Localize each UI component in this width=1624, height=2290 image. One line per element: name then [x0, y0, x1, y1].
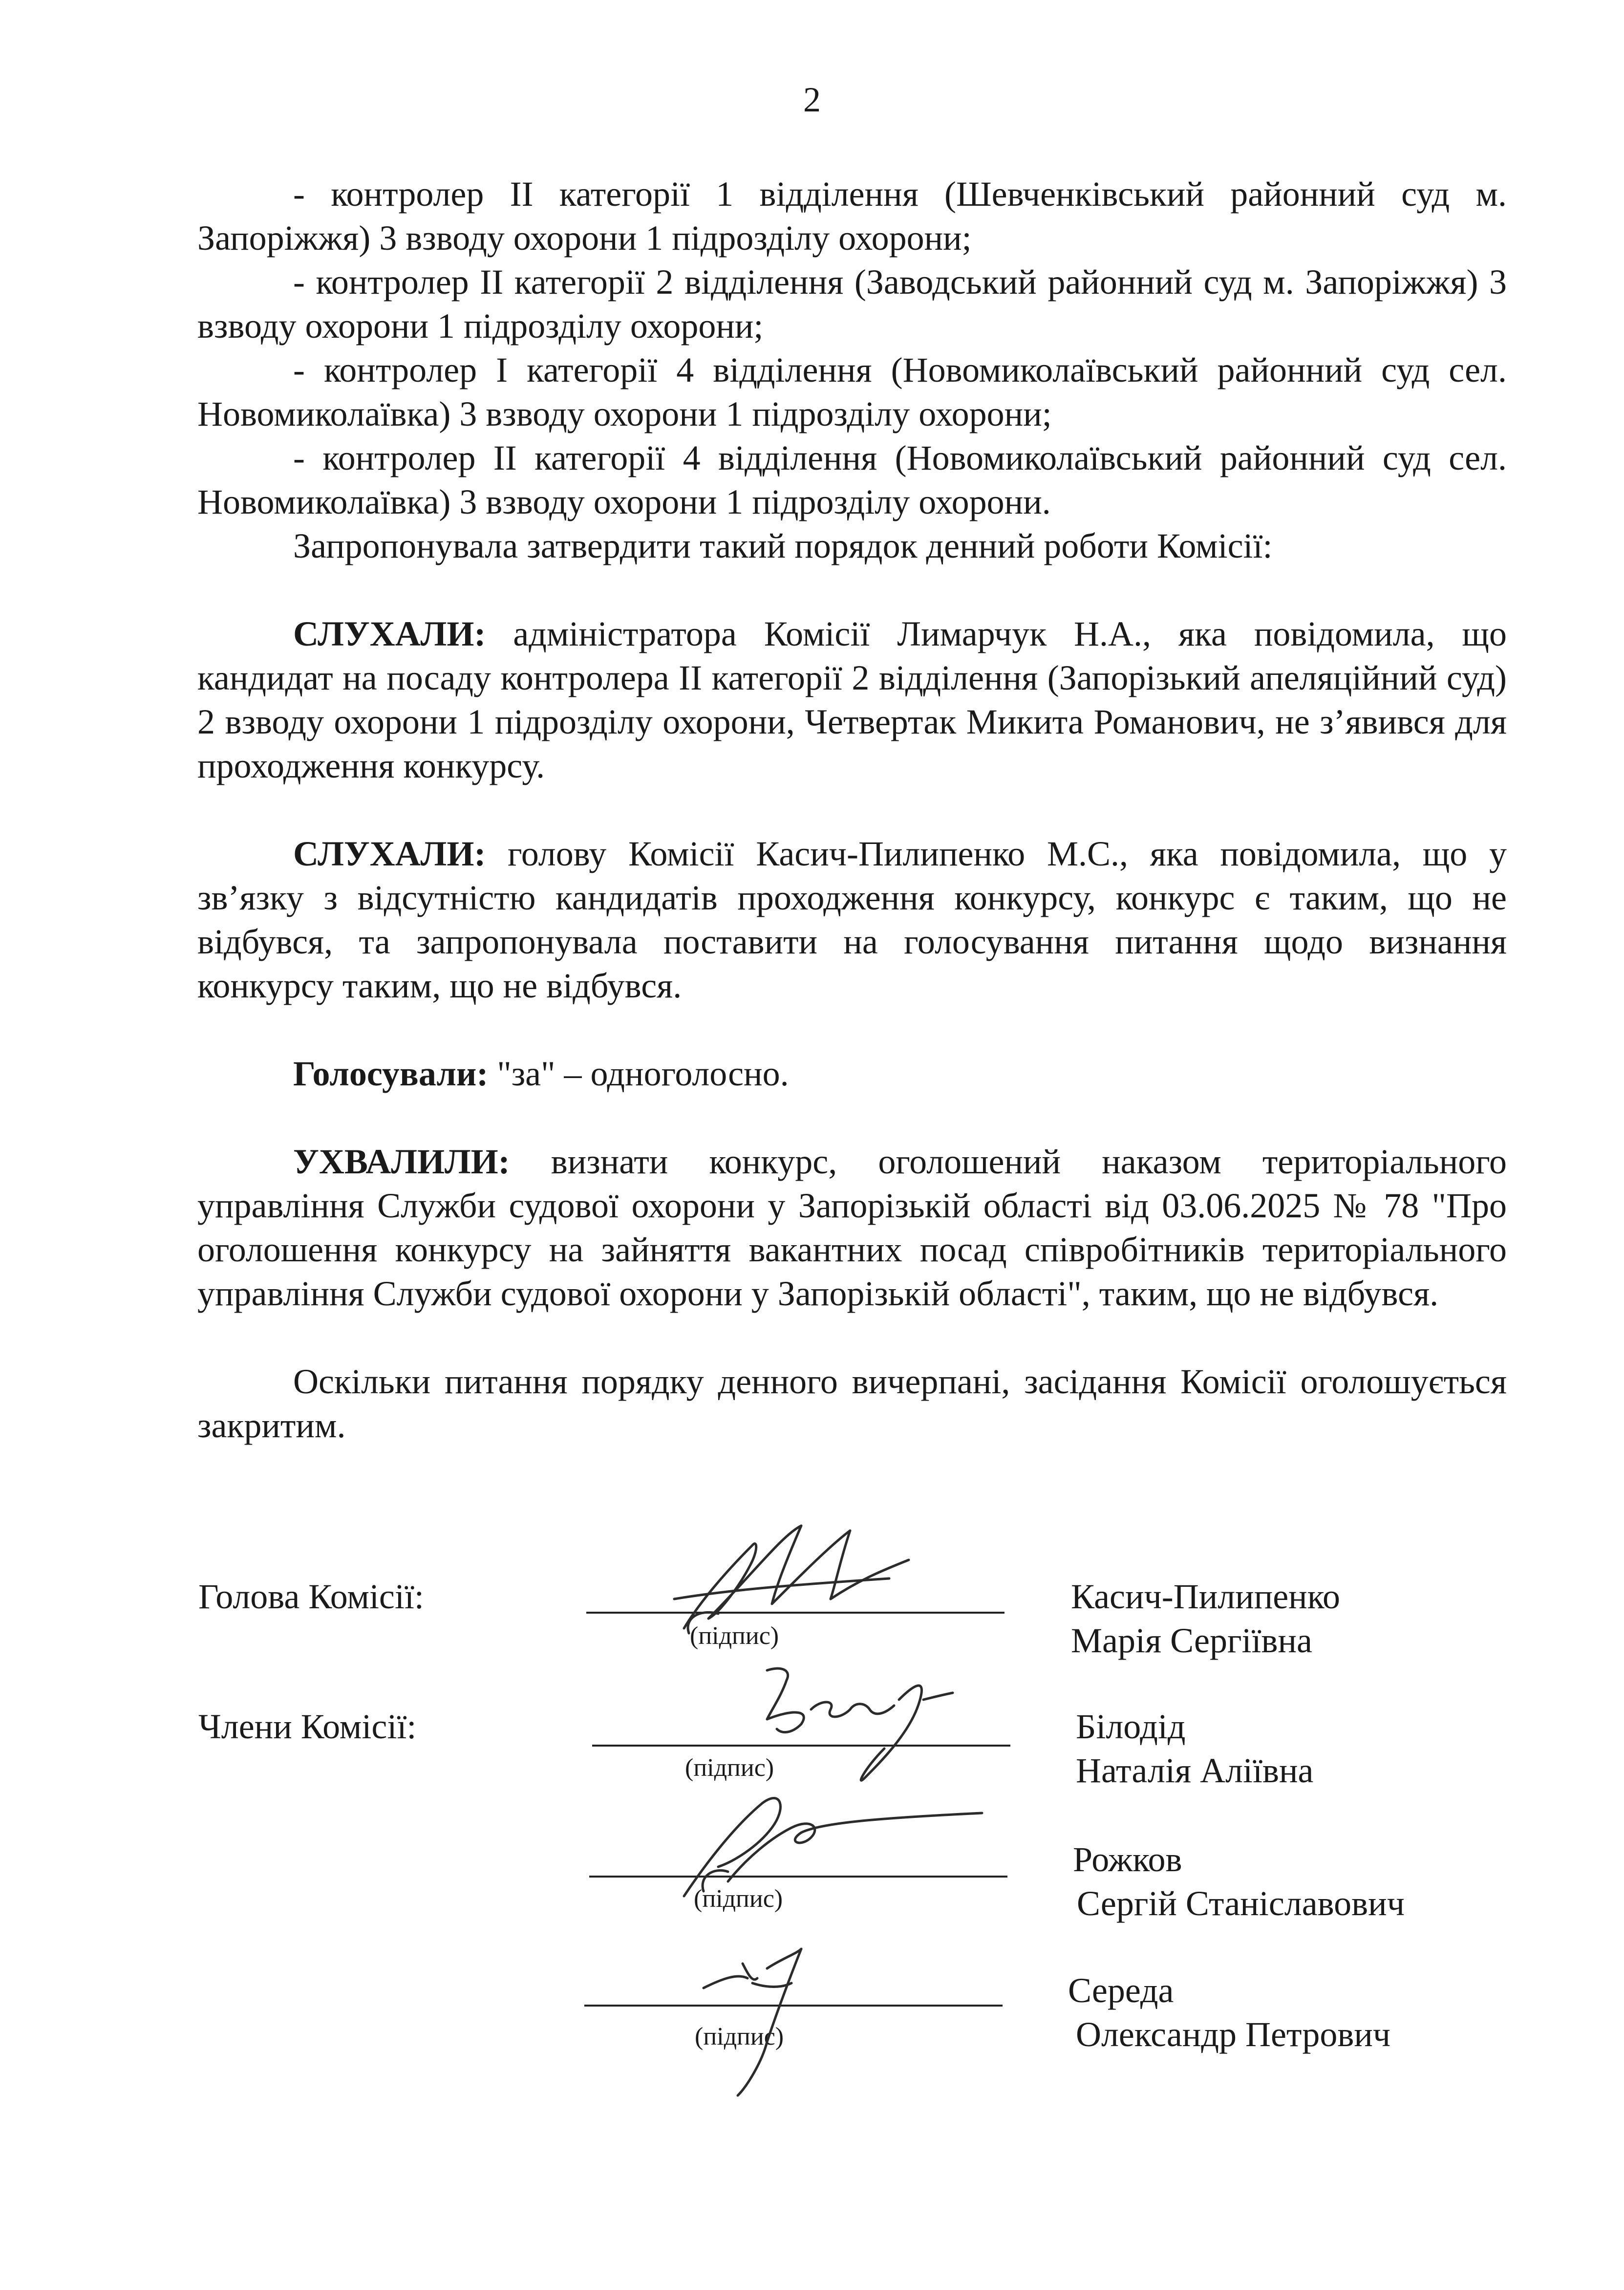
handwritten-signature [674, 1784, 987, 1906]
signature-caption: (підпис) [695, 2023, 784, 2051]
heard-label: СЛУХАЛИ: [293, 834, 486, 873]
signatory-given-names: Наталія Аліївна [1076, 1751, 1314, 1790]
heard-paragraph-1 [197, 612, 1507, 788]
signature-row-member-3 [0, 1968, 1624, 2105]
page-number: 2 [803, 80, 821, 119]
signature-caption: (підпис) [690, 1622, 779, 1650]
heard-paragraph-2 [197, 832, 1507, 1008]
signature-caption: (підпис) [685, 1754, 774, 1782]
document-body [197, 172, 1507, 1447]
handwritten-signature [655, 1516, 928, 1643]
signatory-surname: Білодід [1076, 1707, 1186, 1746]
heard-label: СЛУХАЛИ: [293, 614, 486, 653]
heard-text: голову Комісії Касич-Пилипенко М.С., яка повідомила, що у зв’язку з відсутністю кандидатів проходження конкурсу, конкурс є таким, що не відбувся, та запропонувала поставити на голосування питання щодо визнання конкурсу таким, що не відбувся. [197, 834, 1507, 1005]
signatory-given-names: Олександр Петрович [1076, 2015, 1391, 2054]
signatory-given-names: Сергій Станіславович [1077, 1884, 1405, 1923]
decided-label: УХВАЛИЛИ: [293, 1142, 510, 1181]
signatory-surname: Рожков [1073, 1840, 1182, 1879]
decision-paragraph [197, 1140, 1507, 1316]
list-item: - контролер І категорії 4 відділення (Новомиколаївський районний суд сел. Новомиколаївка) 3 взводу охорони 1 підрозділу охорони; [197, 350, 1507, 433]
chair-role-label: Голова Комісії: [198, 1577, 424, 1616]
list-item: - контролер ІІ категорії 1 відділення (Шевченківський районний суд м. Запоріжжя) 3 взводу охорони 1 підрозділу охорони; [197, 174, 1507, 258]
decided-text: визнати конкурс, оголошений наказом територіального управління Служби судової охорони у Запорізькій області від 03.06.2025 № 78 "Про оголошення конкурсу на зайняття вакантних посад співробітників територіального управління Служби судової охорони у Запорізькій області", таким, що не відбувся. [197, 1142, 1507, 1313]
handwritten-signature [694, 1944, 821, 2100]
signatory-given-names: Марія Сергіївна [1071, 1621, 1312, 1660]
closing-paragraph: Оскільки питання порядку денного вичерпані, засідання Комісії оголошується закритим. [197, 1362, 1507, 1445]
voted-label: Голосували: [293, 1054, 489, 1093]
list-item: - контролер ІІ категорії 2 відділення (Заводський районний суд м. Запоріжжя) 3 взводу охорони 1 підрозділу охорони; [197, 262, 1507, 346]
members-role-label: Члени Комісії: [198, 1707, 417, 1746]
heard-text: адміністратора Комісії Лимарчук Н.А., яка повідомила, що кандидат на посаду контролера ІІ категорії 2 відділення (Запорізький апеляційний суд) 2 взводу охорони 1 підрозділу охорони, Четвертак Микита Романович, не з’явився для проходження конкурсу. [197, 614, 1507, 785]
agenda-paragraph: Запропонувала затвердити такий порядок денний роботи Комісії: [293, 526, 1273, 565]
handwritten-signature [752, 1651, 958, 1797]
voting-paragraph [197, 1052, 1507, 1096]
voted-text: "за" – одноголосно. [497, 1054, 789, 1093]
signatory-surname: Касич-Пилипенко [1071, 1577, 1341, 1616]
signature-caption: (підпис) [694, 1885, 783, 1913]
list-item: - контролер ІІ категорії 4 відділення (Новомиколаївський районний суд сел. Новомиколаївка) 3 взводу охорони 1 підрозділу охорони. [197, 438, 1507, 521]
signatory-surname: Середа [1068, 1971, 1174, 2010]
